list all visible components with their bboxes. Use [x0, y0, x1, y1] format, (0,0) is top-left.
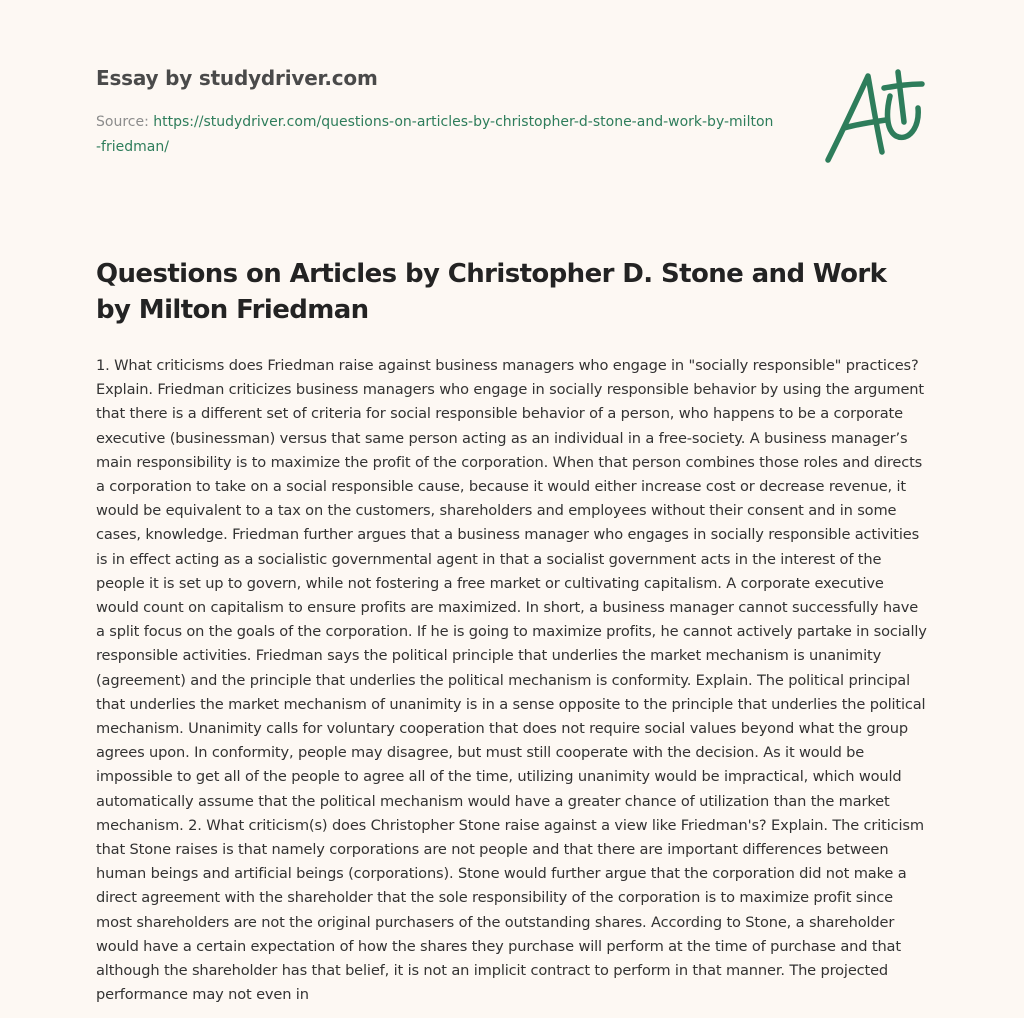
source-line: [96, 110, 776, 160]
site-title: Essay by studydriver.com: [96, 66, 378, 90]
source-label: Source:: [96, 114, 154, 130]
source-link[interactable]: https://studydriver.com/questions-on-articles-by-christopher-d-stone-and-work-by-milton-friedman/: [96, 114, 774, 155]
article-body: 1. What criticisms does Friedman raise against business managers who engage in "socially responsible" practices? Explain. Friedman criticizes business managers who engage in socially responsible behavior by using the argument that there is a different set of criteria for social responsible behavior of a person, who happens to be a corporate executive (businessman) versus that same person acting as an individual in a free-society. A business manager’s main responsibility is to maximize the profit of the corporation. When that person combines those roles and directs a corporation to take on a social responsible cause, because it would either increase cost or decrease revenue, it would be equivalent to a tax on the customers, shareholders and employees without their consent and in some cases, knowledge. Friedman further argues that a business manager who engages in socially responsible activities is in effect acting as a socialistic governmental agent in that a socialist government acts in the interest of the people it is set up to govern, while not fostering a free market or cultivating capitalism. A corporate executive would count on capitalism to ensure profits are maximized. In short, a business manager cannot successfully have a split focus on the goals of the corporation. If he is going to maximize profits, he cannot actively partake in socially responsible activities. Friedman says the political principle that underlies the market mechanism is unanimity (agreement) and the principle that underlies the political mechanism is conformity. Explain. The political principal that underlies the market mechanism of unanimity is in a sense opposite to the principle that underlies the political mechanism. Unanimity calls for voluntary cooperation that does not require social values beyond what the group agrees upon. In conformity, people may disagree, but must still cooperate with the decision. As it would be impossible to get all of the people to agree all of the time, utilizing unanimity would be impractical, which would automatically assume that the political mechanism would have a greater chance of utilization than the market mechanism. 2. What criticism(s) does Christopher Stone raise against a view like Friedman's? Explain. The criticism that Stone raises is that namely corporations are not people and that there are important differences between human beings and artificial beings (corporations). Stone would further argue that the corporation did not make a direct agreement with the shareholder that the sole responsibility of the corporation is to maximize profit since most shareholders are not the original purchasers of the outstanding shares. According to Stone, a shareholder would have a certain expectation of how the shares they purchase will perform at the time of purchase and that although the shareholder has that belief, it is not an implicit contract to perform in that manner. The projected performance may not even in: [96, 357, 927, 1004]
a-plus-grade-icon: [824, 66, 928, 166]
page-header: [96, 0, 928, 200]
article-title: Questions on Articles by Christopher D. Stone and Work by Milton Friedman: [96, 259, 887, 325]
